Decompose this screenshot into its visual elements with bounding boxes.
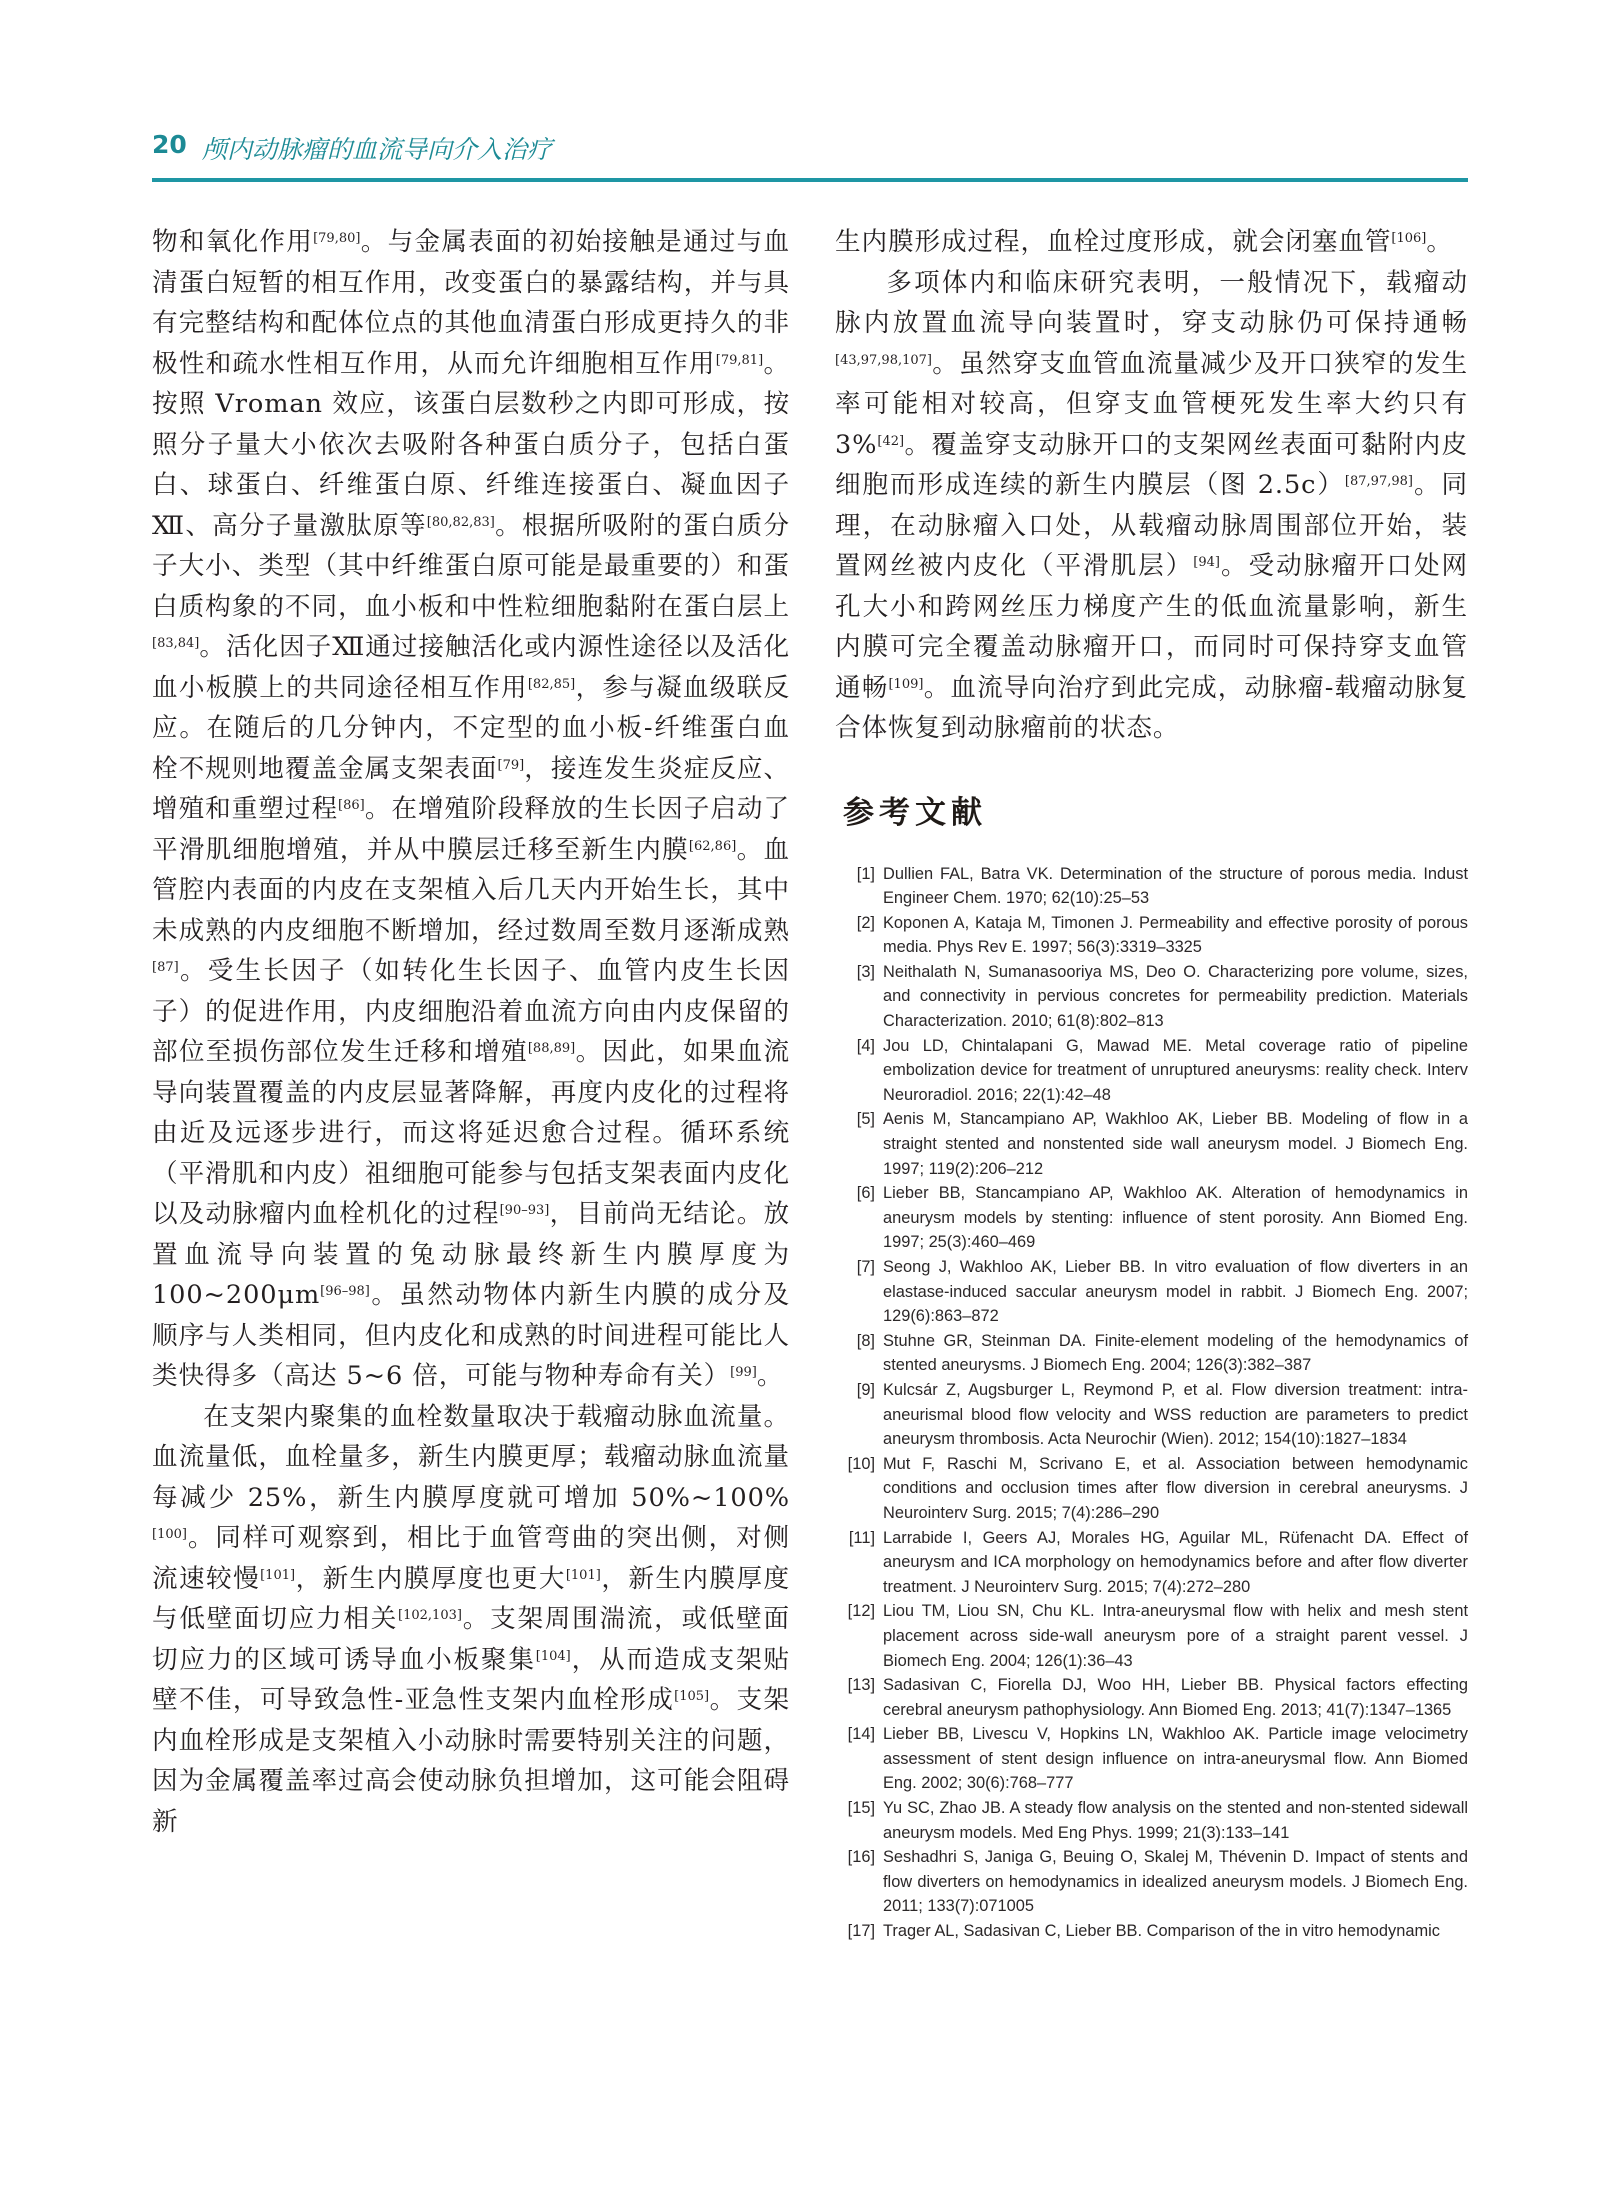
citation: [80,82,83] — [426, 514, 495, 530]
reference-number: [4] — [856, 1036, 875, 1055]
reference-item — [835, 1673, 1468, 1722]
reference-number: [6] — [856, 1184, 875, 1203]
reference-number: [9] — [856, 1380, 875, 1399]
reference-text: Koponen A, Kataja M, Timonen J. Permeability and effective porosity of porous media. Phys Rev E. 1997; 56(3):3319–3325 — [883, 913, 1468, 957]
citation: [87] — [152, 960, 179, 976]
body-paragraph: 生内膜形成过程，血栓过度形成，就会闭塞血管[106]。 — [835, 227, 1453, 257]
reference-text: Larrabide I, Geers AJ, Morales HG, Aguilar ML, Rüfenacht DA. Effect of aneurysm and ICA morphology on hemodynamics before and after flow diverter treatment. J Neurointerv Surg. 2015; 7(4):272–280 — [883, 1528, 1468, 1596]
citation: [105] — [674, 1689, 710, 1705]
reference-text: Yu SC, Zhao JB. A steady flow analysis on the stented and non-stented sidewall aneurysm models. Med Eng Phys. 1999; 21(3):133–141 — [883, 1799, 1468, 1842]
citation: [79] — [497, 757, 525, 773]
reference-text: Stuhne GR, Steinman DA. Finite-element modeling of the hemodynamics of stented aneurysms. J Biomech Eng. 2004; 126(3):382–387 — [883, 1331, 1468, 1375]
reference-item — [835, 1796, 1468, 1845]
reference-item — [835, 1845, 1468, 1919]
citation: [101] — [260, 1567, 296, 1583]
citation: [109] — [888, 676, 924, 692]
reference-text: Mut F, Raschi M, Scrivano E, et al. Association between hemodynamic conditions and occlusion times after flow diversion in cerebral aneurysms. J Neurointerv Surg. 2015; 7(4):286–290 — [883, 1454, 1468, 1522]
reference-number: [1] — [856, 864, 875, 883]
reference-text: Neithalath N, Sumanasooriya MS, Deo O. Characterizing pore volume, sizes, and connectivity in pervious concretes for permeability prediction. Materials Characterization. 2010; 61(8):802–813 — [883, 962, 1468, 1031]
reference-text: Sadasivan C, Fiorella DJ, Woo HH, Lieber BB. Physical factors effecting cerebral aneurysm pathophysiology. Ann Biomed Eng. 2013; 41(7):1347–1365 — [883, 1676, 1468, 1719]
reference-number: [14] — [847, 1725, 875, 1744]
references-heading: 参考文献 — [843, 794, 987, 831]
reference-item — [835, 1526, 1468, 1600]
reference-number: [10] — [847, 1454, 875, 1473]
citation: [79,80] — [313, 231, 361, 247]
reference-text: Seong J, Wakhloo AK, Lieber BB. In vitro evaluation of flow diverters in an elastase-induced saccular aneurysm model in rabbit. J Biomech Eng. 2007; 129(6):863–872 — [883, 1258, 1468, 1326]
reference-number: [7] — [856, 1258, 875, 1276]
reference-number: [12] — [847, 1602, 875, 1621]
left-column — [152, 222, 790, 1842]
citation: [83,84] — [152, 636, 200, 652]
reference-item — [835, 1919, 1468, 1944]
citation: [104] — [535, 1648, 571, 1664]
citation: [42] — [877, 433, 905, 449]
reference-number: [16] — [847, 1848, 875, 1867]
reference-item — [835, 1452, 1468, 1526]
reference-item — [835, 862, 1468, 911]
reference-number: [5] — [856, 1110, 875, 1129]
reference-number: [11] — [848, 1528, 875, 1547]
body-paragraph: 多项体内和临床研究表明，一般情况下，载瘤动脉内放置血流导向装置时，穿支动脉仍可保持通畅[43,97,98,107]。虽然穿支血管血流量减少及开口狭窄的发生率可能相对较高，但穿支血管梗死发生率大约只有 3%[42]。覆盖穿支动脉开口的支架网丝表面可黏附内皮细胞而形成连续的新生内膜层（图 2.5c）[87,97,98]。同理，在动脉瘤入口处，从载瘤动脉周围部位开始，装置网丝被内皮化（平滑肌层）[94]。受动脉瘤开口处网孔大小和跨网丝压力梯度产生的低血流量影响，新生内膜可完全覆盖动脉瘤开口，而同时可保持穿支血管通畅[109]。血流导向治疗到此完成，动脉瘤-载瘤动脉复合体恢复到动脉瘤前的状态。 — [835, 267, 1469, 743]
citation: [99] — [730, 1365, 757, 1381]
running-header — [152, 128, 1468, 176]
reference-item — [835, 1181, 1468, 1255]
reference-number: [8] — [856, 1331, 875, 1350]
citation: [100] — [152, 1527, 187, 1543]
reference-number: [3] — [856, 962, 875, 981]
reference-number: [17] — [847, 1922, 875, 1941]
body-paragraph: 物和氧化作用[79,80]。与金属表面的初始接触是通过与血清蛋白短暂的相互作用，改变蛋白的暴露结构，并与具有完整结构和配体位点的其他血清蛋白形成更持久的非极性和疏水性相互作用，从而允许细胞相互作用[79,81]。按照 Vroman 效应，该蛋白层数秒之内即可形成，按照分子量大小依次去吸附各种蛋白质分子，包括白蛋白、球蛋白、纤维蛋白原、纤维连接蛋白、凝血因子Ⅻ、高分子量激肽原等[80,82,83]。根据所吸附的蛋白质分子大小、类型（其中纤维蛋白原可能是最重要的）和蛋白质构象的不同，血小板和中性粒细胞黏附在蛋白层上[83,84]。活化因子Ⅻ通过接触活化或内源性途径以及活化血小板膜上的共同途径相互作用[82,85]，参与凝血级联反应。在随后的几分钟内，不定型的血小板-纤维蛋白血栓不规则地覆盖金属支架表面[79]，接连发生炎症反应、增殖和重塑过程[86]。在增殖阶段释放的生长因子启动了平滑肌细胞增殖，并从中膜层迁移至新生内膜[62,86]。血管腔内表面的内皮在支架植入后几天内开始生长，其中未成熟的内皮细胞不断增加，经过数周至数月逐渐成熟[87]。受生长因子（如转化生长因子、血管内皮生长因子）的促进作用，内皮细胞沿着血流方向由内皮保留的部位至损伤部位发生迁移和增殖[88,89]。因此，如果血流导向装置覆盖的内皮层显著降解，再度内皮化的过程将由近及远逐步进行，而这将延迟愈合过程。循环系统（平滑肌和内皮）祖细胞可能参与包括支架表面内皮化以及动脉瘤内血栓机化的过程[90–93]，目前尚无结论。放置血流导向装置的兔动脉最终新生内膜厚度为 100~200μm[96–98]。虽然动物体内新生内膜的成分及顺序与人类相同，但内皮化和成熟的时间进程可能比人类快得多（高达 5~6 倍，可能与物种寿命有关）[99]。 — [152, 227, 791, 1391]
reference-list — [835, 862, 1468, 1944]
reference-text: Trager AL, Sadasivan C, Lieber BB. Comparison of the in vitro hemodynamic — [883, 1922, 1440, 1941]
reference-text: Kulcsár Z, Augsburger L, Reymond P, et al. Flow diversion treatment: intra-aneurismal blood flow velocity and WSS reduction are parameters to predict aneurysm thrombosis. Acta Neurochir (Wien). 2012; 154(10):1827–1834 — [883, 1380, 1468, 1449]
citation: [106] — [1391, 231, 1427, 247]
reference-number: [15] — [847, 1799, 875, 1818]
reference-item — [835, 1034, 1468, 1108]
right-column — [835, 222, 1468, 1944]
reference-item — [835, 911, 1468, 960]
reference-item — [835, 1378, 1468, 1452]
reference-item — [835, 1255, 1468, 1329]
reference-item — [835, 960, 1468, 1034]
reference-text: Liou TM, Liou SN, Chu KL. Intra-aneurysmal flow with helix and mesh stent placement across side-wall aneurysm pore of a straight parent vessel. J Biomech Eng. 2004; 126(1):36–43 — [883, 1602, 1468, 1670]
body-paragraph: 在支架内聚集的血栓数量取决于载瘤动脉血流量。血流量低，血栓量多，新生内膜更厚；载瘤动脉血流量每减少 25%，新生内膜厚度就可增加 50%~100%[100]。同样可观察到，相比于血管弯曲的突出侧，对侧流速较慢[101]，新生内膜厚度也更大[101]，新生内膜厚度与低壁面切应力相关[102,103]。支架周围湍流，或低壁面切应力的区域可诱导血小板聚集[104]，从而造成支架贴壁不佳，可导致急性-亚急性支架内血栓形成[105]。支架内血栓形成是支架植入小动脉时需要特别关注的问题，因为金属覆盖率过高会使动脉负担增加，这可能会阻碍新 — [152, 1401, 790, 1837]
reference-item — [835, 1599, 1468, 1673]
running-title: 颅内动脉瘤的血流导向介入治疗 — [202, 135, 553, 164]
reference-item — [835, 1329, 1468, 1378]
citation: [96–98] — [320, 1284, 370, 1300]
reference-text: Lieber BB, Livescu V, Hopkins LN, Wakhloo AK. Particle image velocimetry assessment of stent design influence on intra-aneurysmal flow. Ann Biomed Eng. 2002; 30(6):768–777 — [883, 1725, 1468, 1793]
reference-item — [835, 1107, 1468, 1181]
citation: [94] — [1193, 555, 1220, 571]
reference-text: Aenis M, Stancampiano AP, Wakhloo AK, Lieber BB. Modeling of flow in a straight stented and nonstented side wall aneurysm model. J Biomech Eng. 1997; 119(2):206–212 — [883, 1110, 1468, 1178]
reference-text: Seshadhri S, Janiga G, Beuing O, Skalej M, Thévenin D. Impact of stents and flow diverters on hemodynamics in idealized aneurysm models. J Biomech Eng. 2011; 133(7):071005 — [883, 1848, 1468, 1916]
citation: [87,97,98] — [1344, 474, 1413, 490]
citation: [62,86] — [688, 838, 737, 854]
reference-text: Lieber BB, Stancampiano AP, Wakhloo AK. Alteration of hemodynamics in aneurysm models by stenting: influence of stent porosity. Ann Biomed Eng. 1997; 25(3):460–469 — [883, 1184, 1468, 1252]
reference-text: Dullien FAL, Batra VK. Determination of the structure of porous media. Indust Engineer Chem. 1970; 62(10):25–53 — [883, 864, 1468, 908]
reference-number: [2] — [856, 913, 875, 932]
citation: [79,81] — [715, 352, 764, 368]
citation: [86] — [338, 798, 365, 814]
citation: [90–93] — [499, 1203, 550, 1219]
reference-text: Jou LD, Chintalapani G, Mawad ME. Metal coverage ratio of pipeline embolization device for treatment of unruptured aneurysms: reality check. Interv Neuroradiol. 2016; 22(1):42–48 — [883, 1036, 1468, 1104]
citation: [101] — [565, 1567, 601, 1583]
citation: [82,85] — [527, 676, 576, 692]
citation: [102,103] — [398, 1608, 462, 1624]
page-number: 20 — [152, 130, 187, 159]
citation: [43,97,98,107] — [835, 352, 932, 368]
reference-number: [13] — [847, 1676, 875, 1695]
header-rule — [152, 178, 1468, 182]
reference-item — [835, 1722, 1468, 1796]
citation: [88,89] — [527, 1041, 576, 1057]
